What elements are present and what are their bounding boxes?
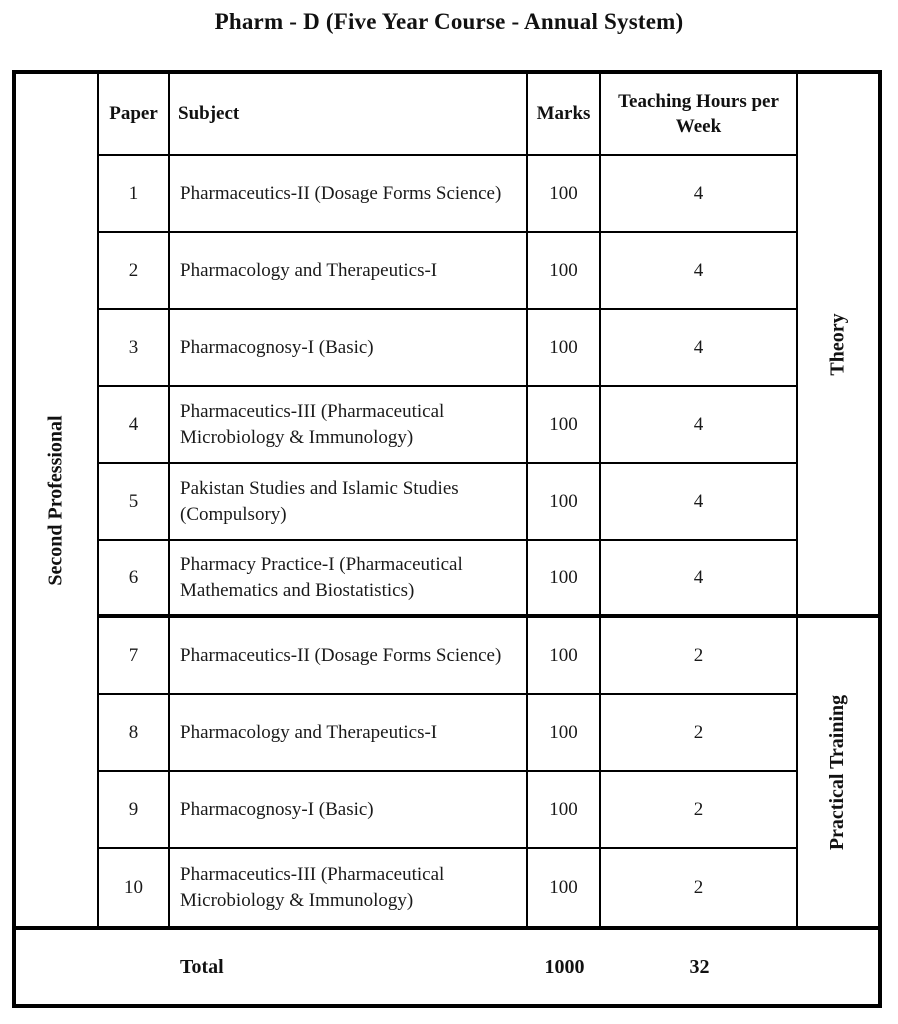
hours-cell: 4: [601, 156, 798, 233]
total-row: [16, 926, 878, 1004]
total-marks-value: 1000: [544, 955, 585, 978]
paper-cell: 8: [99, 695, 170, 772]
hours-cell: 4: [601, 464, 798, 541]
col-header-subject: Subject: [170, 74, 528, 156]
hours-cell: 4: [601, 541, 798, 618]
paper-cell: 6: [99, 541, 170, 618]
col-header-paper: Paper: [99, 74, 170, 156]
paper-cell: 7: [99, 618, 170, 695]
subject-cell: Pharmaceutics-II (Dosage Forms Science): [170, 156, 528, 233]
subject-cell: Pharmacology and Therapeutics-I: [170, 233, 528, 310]
group-label-second-professional: Second Professional: [45, 414, 68, 586]
group-cell-practical-training: [798, 618, 878, 926]
hours-cell: 4: [601, 233, 798, 310]
subject-cell: Pakistan Studies and Islamic Studies (Compulsory): [170, 464, 528, 541]
course-table: [12, 70, 882, 1008]
paper-cell: 5: [99, 464, 170, 541]
paper-cell: 2: [99, 233, 170, 310]
total-hours-value: 32: [689, 955, 710, 978]
subject-cell: Pharmaceutics-II (Dosage Forms Science): [170, 618, 528, 695]
col-header-teaching-hours: Teaching Hours per Week: [601, 74, 798, 156]
paper-cell: 1: [99, 156, 170, 233]
marks-cell: 100: [528, 772, 601, 849]
marks-cell: 100: [528, 310, 601, 387]
hours-cell: 2: [601, 772, 798, 849]
subject-cell: Pharmaceutics-III (Pharmaceutical Microbiology & Immunology): [170, 849, 528, 926]
marks-cell: 100: [528, 464, 601, 541]
marks-cell: 100: [528, 233, 601, 310]
marks-cell: 100: [528, 618, 601, 695]
marks-cell: 100: [528, 387, 601, 464]
marks-cell: 100: [528, 541, 601, 618]
marks-cell: 100: [528, 849, 601, 926]
subject-cell: Pharmacognosy-I (Basic): [170, 310, 528, 387]
hours-cell: 2: [601, 618, 798, 695]
subject-cell: Pharmaceutics-III (Pharmaceutical Microbiology & Immunology): [170, 387, 528, 464]
paper-cell: 3: [99, 310, 170, 387]
total-label: Total: [180, 955, 224, 978]
marks-cell: 100: [528, 695, 601, 772]
group-cell-second-professional: [16, 74, 99, 926]
hours-cell: 2: [601, 695, 798, 772]
page-title: Pharm - D (Five Year Course - Annual System): [214, 9, 684, 34]
hours-cell: 4: [601, 387, 798, 464]
group-label-theory: Theory: [826, 312, 849, 376]
col-header-marks: Marks: [528, 74, 601, 156]
subject-cell: Pharmacognosy-I (Basic): [170, 772, 528, 849]
hours-cell: 4: [601, 310, 798, 387]
group-label-practical-training: Practical Training: [826, 694, 849, 850]
marks-cell: 100: [528, 156, 601, 233]
subject-cell: Pharmacy Practice-I (Pharmaceutical Mathematics and Biostatistics): [170, 541, 528, 618]
group-cell-theory: [798, 74, 878, 618]
subject-cell: Pharmacology and Therapeutics-I: [170, 695, 528, 772]
paper-cell: 4: [99, 387, 170, 464]
hours-cell: 2: [601, 849, 798, 926]
paper-cell: 9: [99, 772, 170, 849]
paper-cell: 10: [99, 849, 170, 926]
